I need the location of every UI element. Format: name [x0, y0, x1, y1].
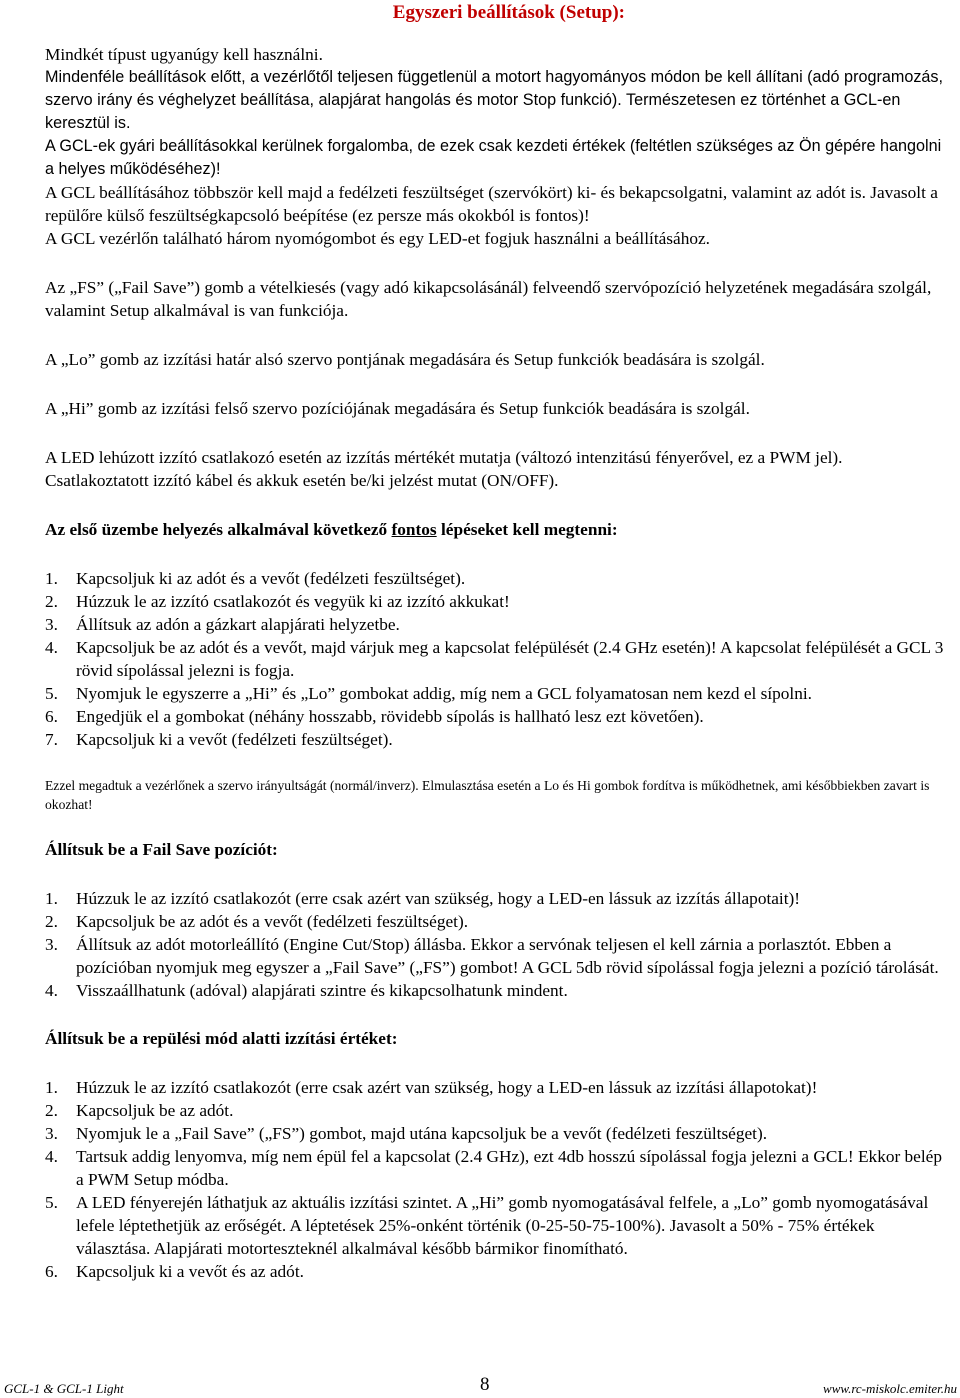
step-number: 3.	[45, 1124, 58, 1143]
list-item	[45, 1191, 945, 1260]
step-text: Húzzuk le az izzító csatlakozót (erre csak azért van szükség, hogy a LED-en lássuk az izzítás állapotait)!	[76, 889, 801, 908]
step-number: 2.	[45, 592, 58, 611]
list-item	[45, 979, 945, 1002]
step-text: Állítsuk az adót motorleállító (Engine Cut/Stop) állásba. Ekkor a servónak teljesen el kell zárnia a porlasztót. Ebben a pozícióban nyomjuk meg egyszer a „Fail Save” („FS”) gombot! A GCL 5db rövid sípolással fogja jelezni a pozíció tárolását.	[76, 935, 939, 977]
intro-p1: Mindkét típust ugyanúgy kell használni.	[45, 45, 323, 64]
heading-part: Az első üzembe helyezés alkalmával következő	[45, 520, 392, 539]
page-footer	[0, 1374, 960, 1398]
glow-level-heading: Állítsuk be a repülési mód alatti izzítási értéket:	[45, 1029, 398, 1048]
step-text: A LED fényerején láthatjuk az aktuális izzítási szintet. A „Hi” gomb nyomogatásával felfele, a „Lo” gomb nyomogatásával lefele léptethetjük az erőségét. A léptetések 25%-onként történik (0-25-50-75-100%). Javasolt a 50% - 75% értékek választása. Alapjárati motorteszteknél alkalmával később bármikor finomítható.	[76, 1193, 929, 1258]
step-number: 1.	[45, 1078, 58, 1097]
step-number: 6.	[45, 1262, 58, 1281]
list-item	[45, 613, 945, 636]
step-text: Kapcsoljuk ki az adót és a vevőt (fedélzeti feszültséget).	[76, 569, 466, 588]
list-item	[45, 1099, 945, 1122]
first-setup-steps	[45, 567, 945, 751]
step-number: 4.	[45, 981, 58, 1000]
page-title: Egyszeri beállítások (Setup):	[392, 2, 625, 23]
intro-p5: A GCL vezérlőn található három nyomógombot és egy LED-et fogjuk használni a beállításához.	[45, 229, 710, 248]
document-body	[45, 43, 945, 1283]
intro-p2: Mindenféle beállítások előtt, a vezérlőtől teljesen függetlenül a motort hagyományos módon be kell állítani (adó programozás, szervo irány és véghelyzet beállítása, alapjárat hangolás és motor Stop funkció). Természetesen ez történhet a GCL-en keresztül is.	[45, 68, 944, 132]
step-text: Kapcsoljuk be az adót.	[76, 1101, 234, 1120]
first-setup-heading	[45, 518, 945, 541]
step-number: 6.	[45, 707, 58, 726]
intro-p4: A GCL beállításához többször kell majd a fedélzeti feszültséget (szervókört) ki- és bekapcsolgatni, valamint az adót is. Javasolt a repülőre külső feszültségkapcsoló beépítése (ez persze más okokból is fontos)!	[45, 183, 938, 225]
step-number: 1.	[45, 889, 58, 908]
list-item	[45, 567, 945, 590]
step-text: Visszaállhatunk (adóval) alapjárati szintre és kikapcsolhatunk mindent.	[76, 981, 568, 1000]
step-text: Kapcsoljuk be az adót és a vevőt, majd várjuk meg a kapcsolat felépülését (2.4 GHz esetén)! A kapcsolat felépülését a GCL 3 rövid sípolással jelezni is fogja.	[76, 638, 944, 680]
step-number: 2.	[45, 912, 58, 931]
step-text: Engedjük el a gombokat (néhány hosszabb, rövidebb sípolás is hallható lesz ezt követően).	[76, 707, 704, 726]
intro-p3: A GCL-ek gyári beállításokkal kerülnek forgalomba, de ezek csak kezdeti értékek (feltétlen szükséges az Ön gépére hangolni a helyes működéséhez)!	[45, 137, 942, 178]
list-item	[45, 1260, 945, 1283]
intro-section	[45, 43, 945, 250]
lo-button-description: A „Lo” gomb az izzítási határ alsó szervo pontjának megadására és Setup funkciók beadására is szolgál.	[45, 350, 765, 369]
list-item	[45, 1122, 945, 1145]
footer-product: GCL-1 & GCL-1 Light	[4, 1381, 124, 1396]
fail-save-steps	[45, 887, 945, 1002]
step-text: Kapcsoljuk ki a vevőt (fedélzeti feszültséget).	[76, 730, 393, 749]
heading-part: lépéseket kell megtenni:	[436, 520, 618, 539]
hi-button-description: A „Hi” gomb az izzítási felső szervo pozíciójának megadására és Setup funkciók beadására is szolgál.	[45, 399, 750, 418]
led-description: A LED lehúzott izzító csatlakozó esetén az izzítás mértékét mutatja (változó intenzitású fényerővel, ez a PWM jel).	[45, 448, 843, 467]
list-item	[45, 887, 945, 910]
list-item	[45, 636, 945, 682]
step-number: 5.	[45, 1193, 58, 1212]
step-text: Húzzuk le az izzító csatlakozót és vegyük ki az izzító akkukat!	[76, 592, 510, 611]
list-item	[45, 728, 945, 751]
fail-save-heading: Állítsuk be a Fail Save pozíciót:	[45, 840, 278, 859]
step-number: 4.	[45, 1147, 58, 1166]
list-item	[45, 682, 945, 705]
footer-website: www.rc-miskolc.emiter.hu	[823, 1381, 957, 1396]
list-item	[45, 910, 945, 933]
heading-emphasis: fontos	[391, 520, 437, 539]
step-number: 5.	[45, 684, 58, 703]
step-number: 1.	[45, 569, 58, 588]
step-text: Tartsuk addig lenyomva, míg nem épül fel a kapcsolat (2.4 GHz), ezt 4db hosszú sípolással fogja jelezni a GCL! Ekkor belép a PWM Setup módba.	[76, 1147, 942, 1189]
step-number: 3.	[45, 615, 58, 634]
step-text: Kapcsoljuk be az adót és a vevőt (fedélzeti feszültséget).	[76, 912, 469, 931]
page-number: 8	[480, 1374, 490, 1395]
step-text: Húzzuk le az izzító csatlakozót (erre csak azért van szükség, hogy a LED-en lássuk az izzítási állapotokat)!	[76, 1078, 818, 1097]
step-number: 4.	[45, 638, 58, 657]
step-text: Állítsuk az adón a gázkart alapjárati helyzetbe.	[76, 615, 400, 634]
step-number: 7.	[45, 730, 58, 749]
list-item	[45, 933, 945, 979]
list-item	[45, 1145, 945, 1191]
step-text: Nyomjuk le a „Fail Save” („FS”) gombot, majd utána kapcsoljuk be a vevőt (fedélzeti feszültséget).	[76, 1124, 768, 1143]
step-number: 3.	[45, 935, 58, 954]
step-text: Nyomjuk le egyszerre a „Hi” és „Lo” gombokat addig, míg nem a GCL folyamatosan nem kezd el sípolni.	[76, 684, 812, 703]
step-text: Kapcsoljuk ki a vevőt és az adót.	[76, 1262, 304, 1281]
glow-level-steps	[45, 1076, 945, 1283]
led-onoff-description: Csatlakoztatott izzító kábel és akkuk esetén be/ki jelzést mutat (ON/OFF).	[45, 471, 559, 490]
step-number: 2.	[45, 1101, 58, 1120]
list-item	[45, 1076, 945, 1099]
list-item	[45, 590, 945, 613]
servo-direction-note: Ezzel megadtuk a vezérlőnek a szervo irányultságát (normál/inverz). Elmulasztása esetén a Lo és Hi gombok fordítva is működhetnek, ami későbbiekben zavart is okozhat!	[45, 778, 930, 812]
fs-button-description: Az „FS” („Fail Save”) gomb a vételkiesés (vagy adó kikapcsolásánál) felveendő szervópozíció helyzetének megadására szolgál, valamint Setup alkalmával is van funkciója.	[45, 278, 932, 320]
list-item	[45, 705, 945, 728]
